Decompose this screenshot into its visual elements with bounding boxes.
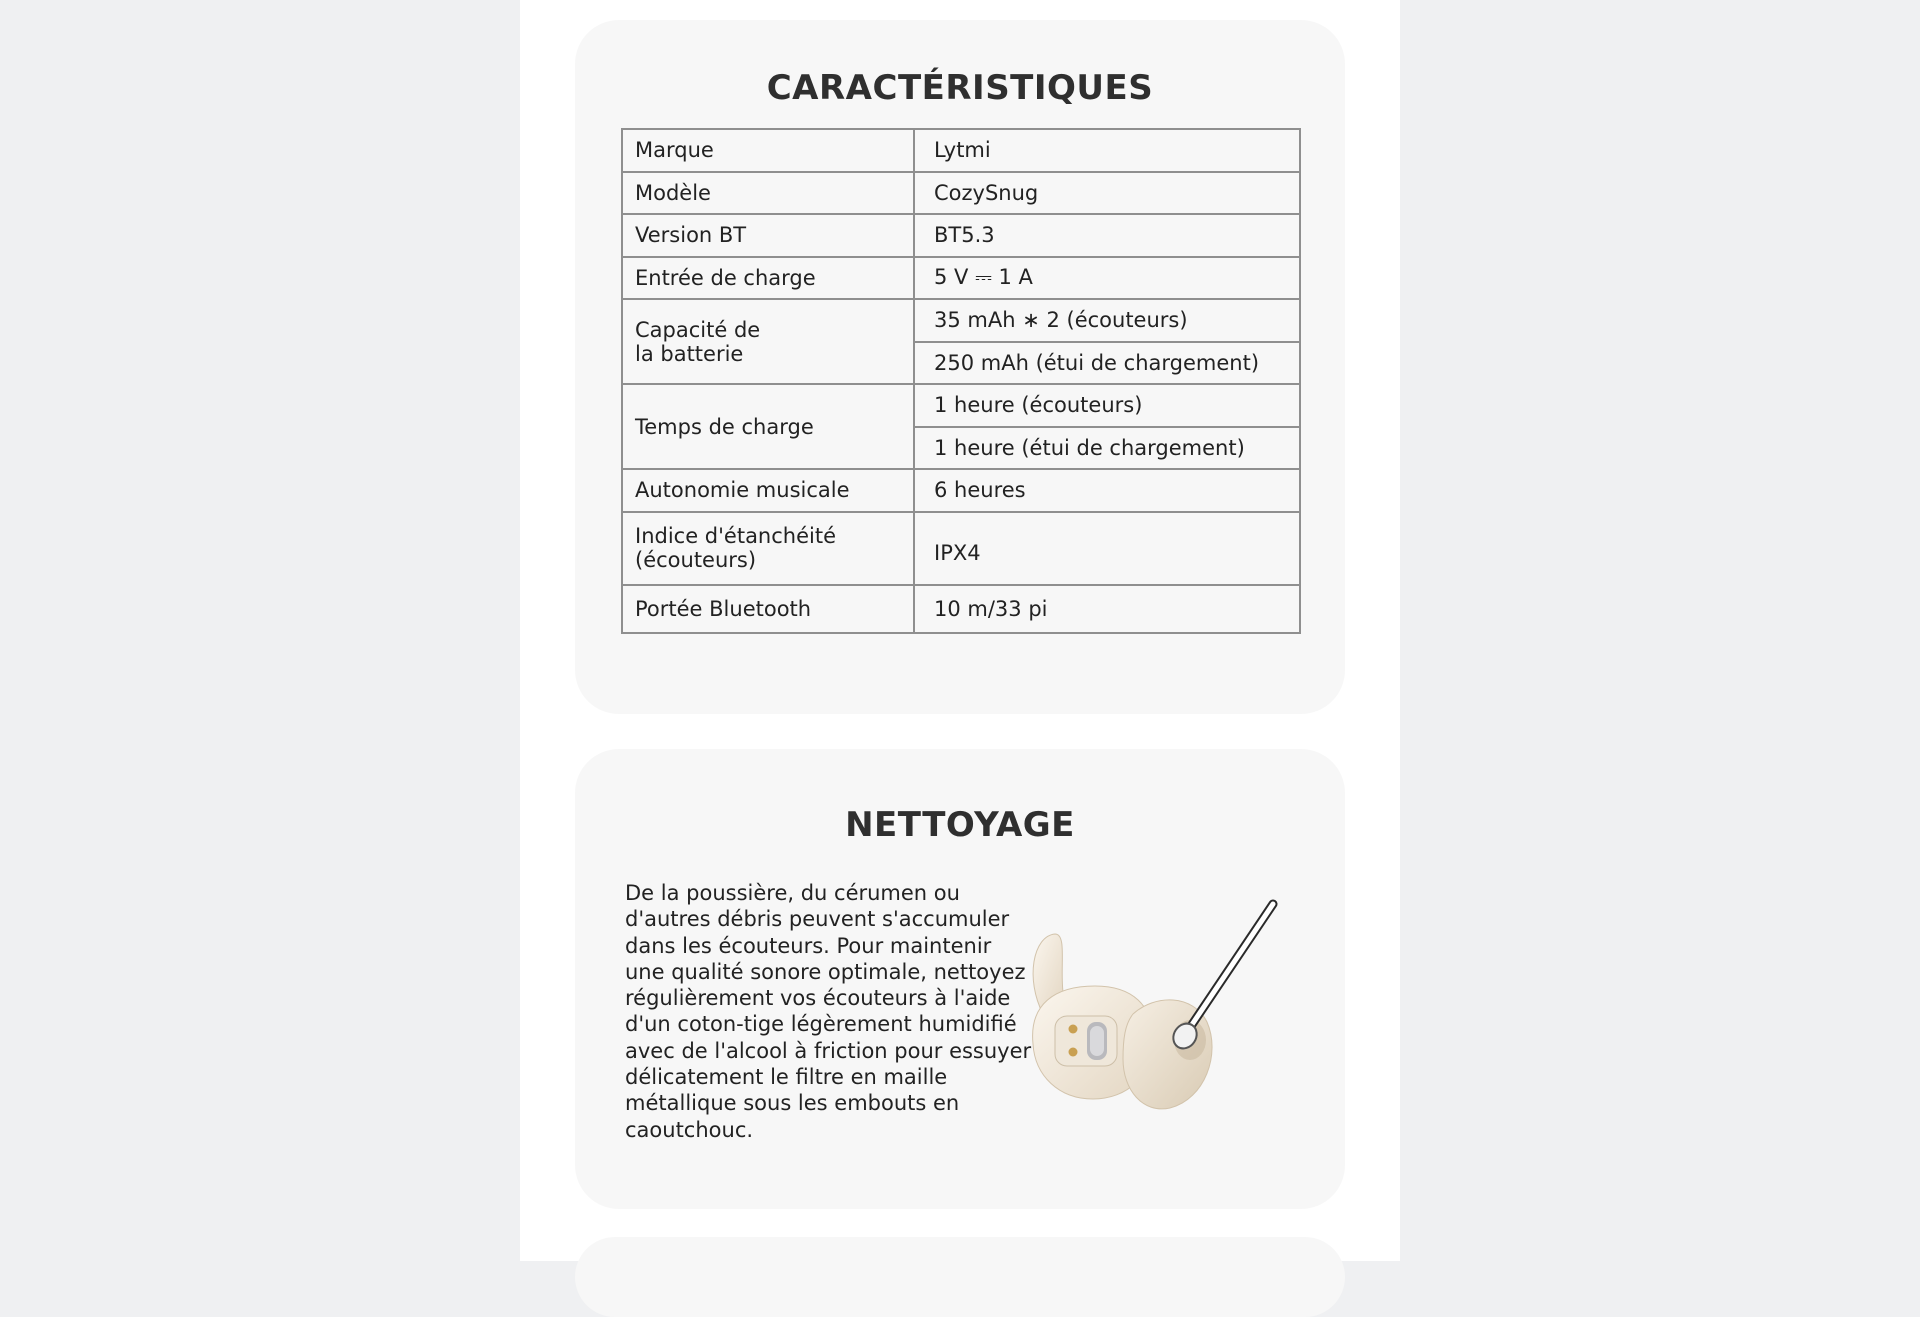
spec-value-battery-earbuds: 35 mAh ∗ 2 (écouteurs) xyxy=(914,299,1300,342)
spec-value-charge-time-earbuds: 1 heure (écouteurs) xyxy=(914,384,1300,427)
spec-label-brand: Marque xyxy=(622,129,914,172)
cleaning-title: NETTOYAGE xyxy=(845,805,1075,845)
table-row xyxy=(622,384,1300,427)
spec-value-charge-input: 5 V ⎓ 1 A xyxy=(914,257,1300,300)
spec-label-charge-input: Entrée de charge xyxy=(622,257,914,300)
spec-value-bt-version: BT5.3 xyxy=(914,214,1300,257)
spec-value-music-autonomy: 6 heures xyxy=(914,469,1300,512)
next-card xyxy=(575,1237,1345,1317)
spec-value-water-resistance: IPX4 xyxy=(914,512,1300,585)
table-row xyxy=(622,129,1300,172)
spec-value-battery-case: 250 mAh (étui de chargement) xyxy=(914,342,1300,385)
table-row xyxy=(622,585,1300,633)
spec-label-battery xyxy=(622,299,914,384)
spec-label-water-resistance-line1: Indice d'étanchéité xyxy=(635,524,837,548)
spec-value-brand: Lytmi xyxy=(914,129,1300,172)
specifications-table xyxy=(621,128,1301,634)
table-row xyxy=(622,172,1300,215)
spec-value-model: CozySnug xyxy=(914,172,1300,215)
spec-label-battery-line2: la batterie xyxy=(635,341,744,366)
table-row xyxy=(622,469,1300,512)
table-row xyxy=(622,214,1300,257)
content-column xyxy=(520,0,1400,1261)
spec-value-bt-range: 10 m/33 pi xyxy=(914,585,1300,633)
cleaning-card xyxy=(575,749,1345,1209)
table-row xyxy=(622,257,1300,300)
specifications-title: CARACTÉRISTIQUES xyxy=(766,68,1154,108)
table-row xyxy=(622,512,1300,585)
cleaning-text: De la poussière, du cérumen ou d'autres débris peuvent s'accumuler dans les écouteurs. Pour maintenir une qualité sonore optimale, nettoyez régulièrement vos écouteurs à l'aide d'un coton-tige légèrement humidifié avec de l'alcool à friction pour essuyer délicatement le filtre en maille métallique sous les embouts en caoutchouc. xyxy=(625,881,1032,1142)
spec-label-water-resistance-line2: (écouteurs) xyxy=(635,548,757,572)
spec-label-battery-line1: Capacité de xyxy=(635,317,761,342)
spec-label-bt-version: Version BT xyxy=(622,214,914,257)
spec-value-charge-time-case: 1 heure (étui de chargement) xyxy=(914,427,1300,470)
specifications-card xyxy=(575,20,1345,714)
spec-label-water-resistance xyxy=(622,512,914,585)
spec-label-model: Modèle xyxy=(622,172,914,215)
earbud-with-cotton-swab-illustration xyxy=(1015,894,1335,1124)
spec-label-bt-range: Portée Bluetooth xyxy=(622,585,914,633)
spec-label-charge-time: Temps de charge xyxy=(622,384,914,469)
table-row xyxy=(622,299,1300,342)
spec-label-music-autonomy: Autonomie musicale xyxy=(622,469,914,512)
